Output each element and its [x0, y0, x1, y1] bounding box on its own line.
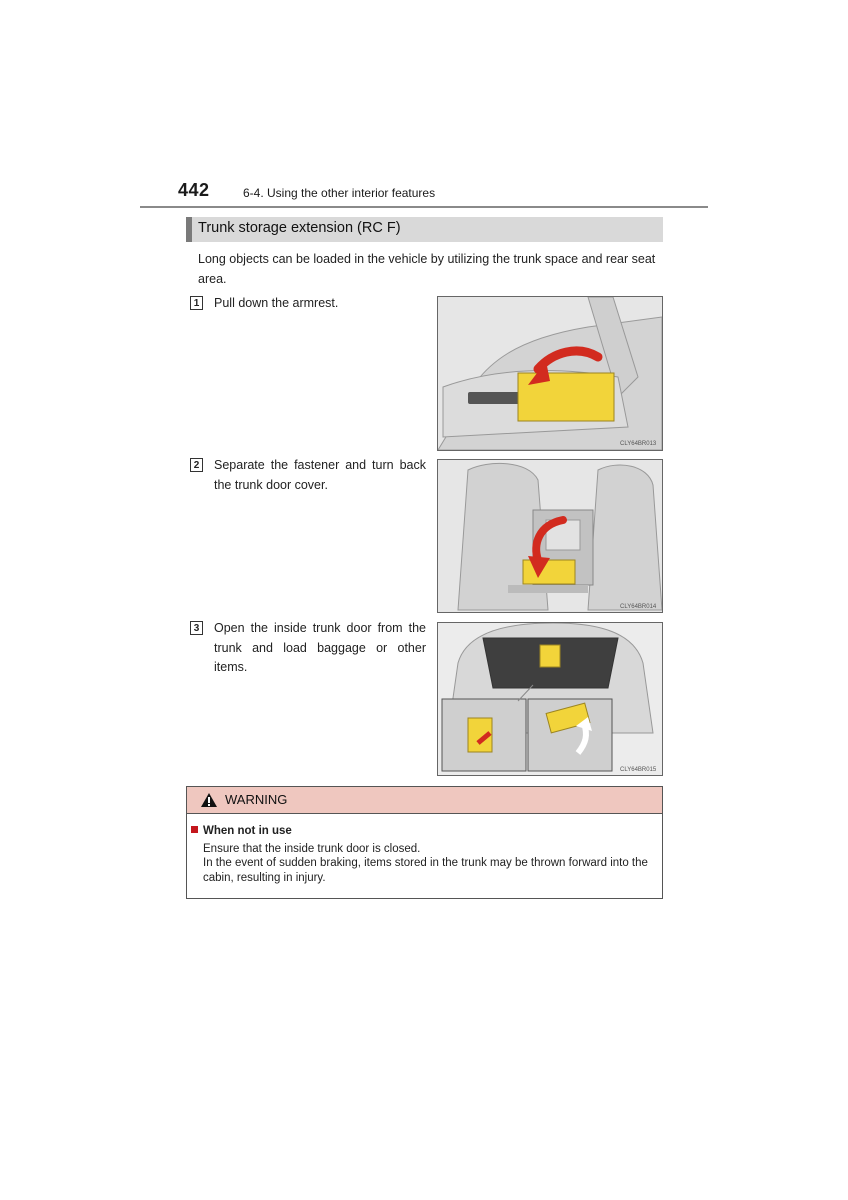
- step-number: 2: [190, 458, 203, 472]
- warning-line: Ensure that the inside trunk door is closed.: [203, 842, 421, 855]
- warning-box: [186, 786, 663, 899]
- image-code: CLY64BR013: [620, 441, 657, 447]
- step-1: [190, 294, 426, 314]
- warning-line: In the event of sudden braking, items stored in the trunk may be thrown forward into the cabin, resulting in injury.: [203, 857, 648, 884]
- image-code: CLY64BR015: [620, 767, 657, 773]
- step-number: 1: [190, 296, 203, 310]
- warning-body: [191, 824, 657, 885]
- illustration-inside-trunk-door: [437, 622, 663, 776]
- section-title: 6-4. Using the other interior features: [243, 186, 436, 200]
- bullet-square-icon: [191, 826, 198, 833]
- warning-header: [187, 787, 662, 814]
- warning-subheading: When not in use: [203, 825, 292, 837]
- warning-triangle-icon: [200, 792, 218, 813]
- step-number: 3: [190, 621, 203, 635]
- step-text: Open the inside trunk door from the trunk and load baggage or other items.: [214, 621, 426, 674]
- step-2: [190, 456, 426, 495]
- intro-paragraph: Long objects can be loaded in the vehicle by utilizing the trunk space and rear seat area.: [198, 252, 656, 286]
- warning-title: WARNING: [225, 792, 288, 807]
- page-number: 442: [178, 180, 210, 200]
- step-3: [190, 619, 426, 678]
- header-rule: [140, 206, 708, 208]
- illustration-armrest: [437, 296, 663, 451]
- section-heading: Trunk storage extension (RC F): [198, 220, 401, 236]
- illustration-trunk-cover: [437, 459, 663, 613]
- step-text: Separate the fastener and turn back the trunk door cover.: [214, 458, 426, 492]
- step-text: Pull down the armrest.: [214, 296, 339, 310]
- image-code: CLY64BR014: [620, 604, 657, 610]
